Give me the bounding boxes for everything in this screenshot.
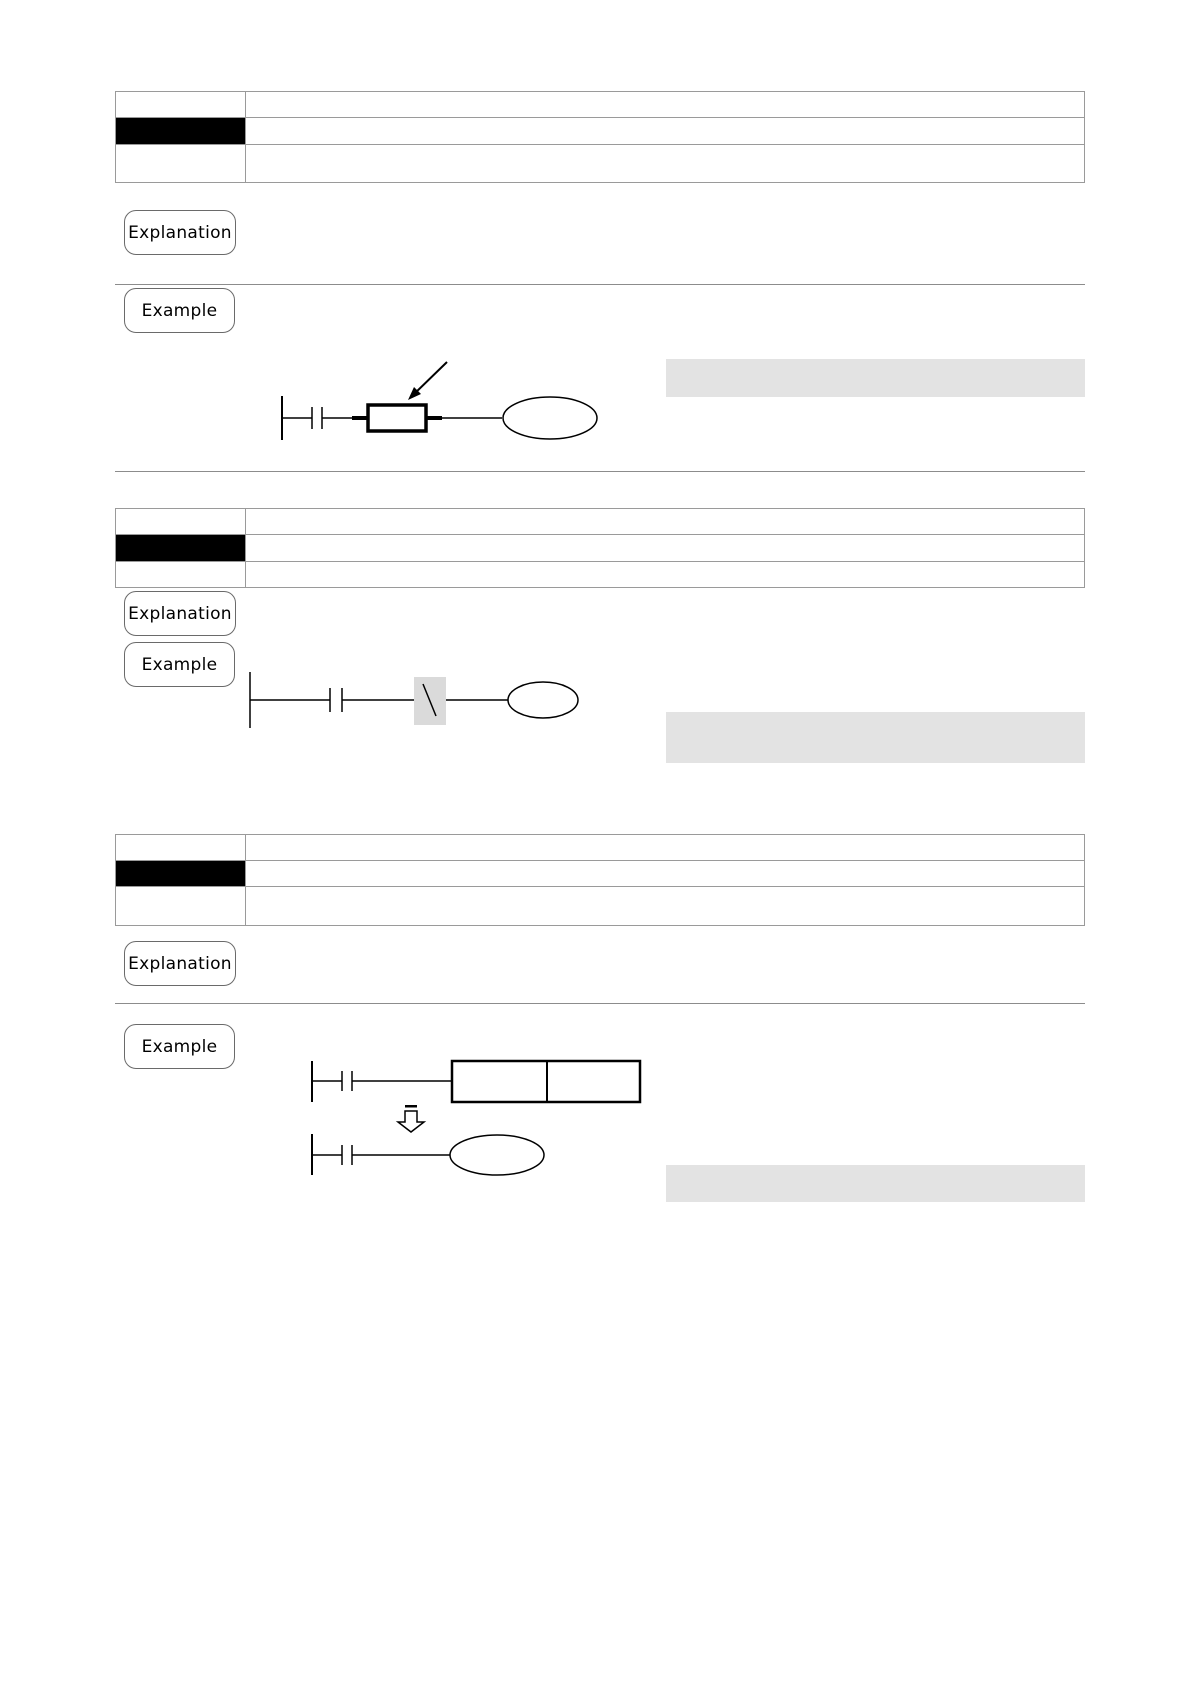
section-divider [115,284,1085,285]
shaded-box [666,712,1085,763]
example-badge: Example [124,288,235,333]
header-cell-highlight [116,118,246,145]
instruction-header-table-1 [115,91,1085,183]
explanation-badge: Explanation [124,210,236,255]
header-cell [246,92,1085,118]
header-cell [246,887,1085,926]
header-cell [246,118,1085,145]
section-divider [115,1003,1085,1004]
header-cell [116,92,246,118]
shaded-box [666,359,1085,397]
header-cell [116,887,246,926]
shaded-box [666,1165,1085,1202]
header-cell [246,861,1085,887]
header-cell-highlight [116,535,246,562]
output-coil [508,682,578,718]
pulse-instruction-box [368,405,426,431]
header-cell [116,509,246,535]
output-coil [450,1135,544,1175]
explanation-badge: Explanation [124,591,236,636]
ladder-diagram-2 [248,670,588,730]
section-divider [115,471,1085,472]
header-cell [116,562,246,588]
ladder-diagram-3 [308,1054,668,1184]
down-arrow-icon [398,1105,424,1132]
pointer-arrow-icon [408,362,447,400]
header-cell-highlight [116,861,246,887]
header-cell [116,835,246,861]
header-cell [246,509,1085,535]
header-cell [246,145,1085,183]
output-coil [503,397,597,439]
explanation-badge: Explanation [124,941,236,986]
instruction-header-table-3 [115,834,1085,926]
header-cell [116,145,246,183]
header-cell [246,835,1085,861]
header-cell [246,535,1085,562]
ladder-diagram-1 [280,358,620,448]
example-badge: Example [124,642,235,687]
header-cell [246,562,1085,588]
instruction-header-table-2 [115,508,1085,588]
example-badge: Example [124,1024,235,1069]
